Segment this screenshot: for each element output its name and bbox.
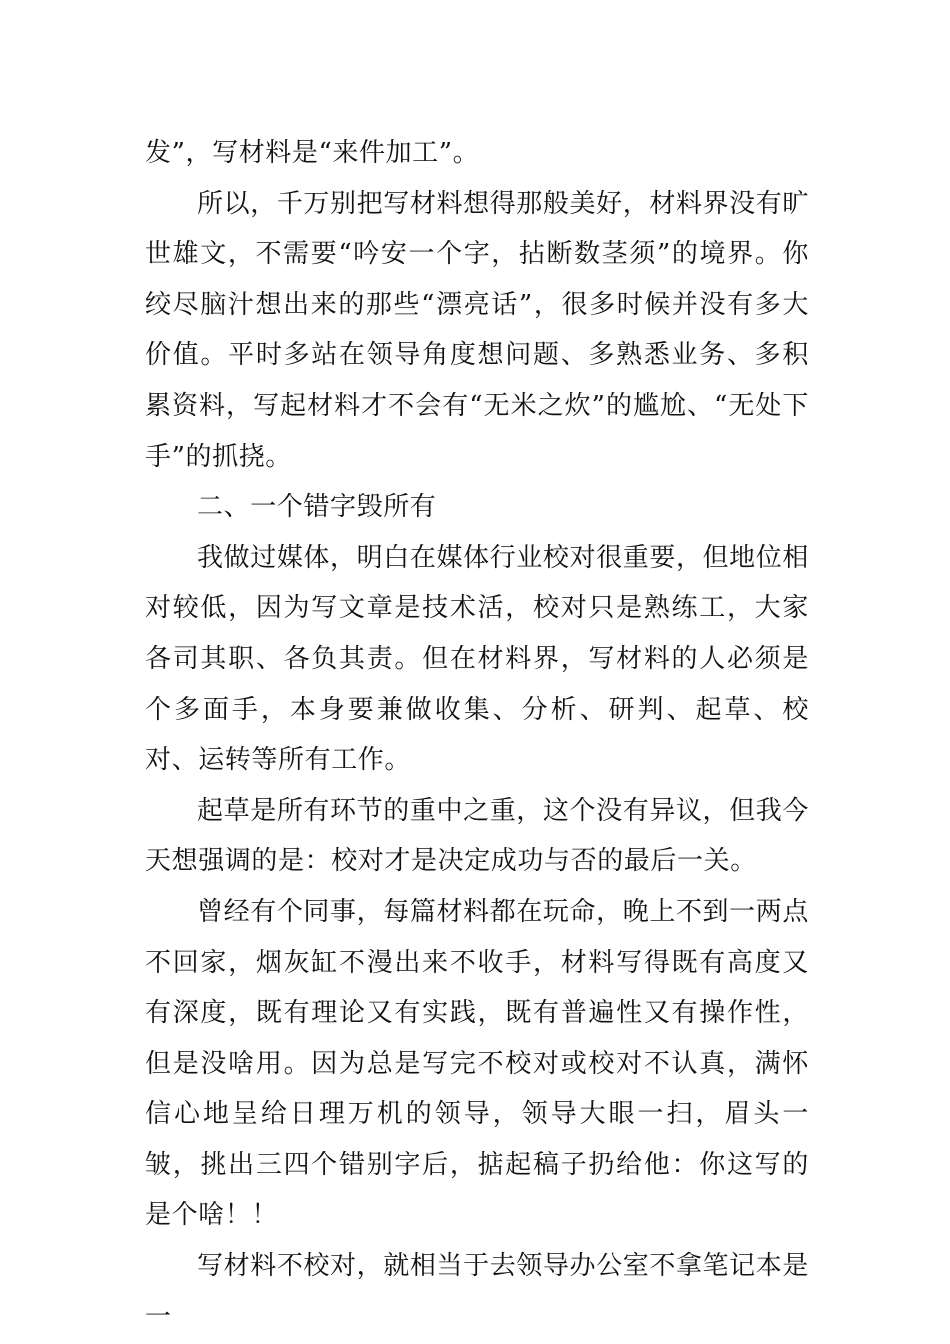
- paragraph: 所以，千万别把写材料想得那般美好，材料界没有旷世雄文，不需要“吟安一个字，拈断数茎须”的境界。你绞尽脑汁想出来的那些“漂亮话”，很多时候并没有多大价值。平时多站在领导角度想问题、多熟悉业务、多积累资料，写起材料才不会有“无米之炊”的尴尬、“无处下手”的抓挠。: [145, 188, 809, 472]
- paragraph: 曾经有个同事，每篇材料都在玩命，晚上不到一两点不回家，烟灰缸不漫出来不收手，材料写得既有高度又有深度，既有理论又有实践，既有普遍性又有操作性，但是没啥用。因为总是写完不校对或校对不认真，满怀信心地呈给日理万机的领导，领导大眼一扫，眉头一皱，挑出三四个错别字后，掂起稿子扔给他：你这写的是个啥！！: [145, 896, 809, 1231]
- paragraph-continued: 发”，写材料是“来件加工”。: [145, 138, 480, 168]
- paragraph: 起草是所有环节的重中之重，这个没有异议，但我今天想强调的是：校对才是决定成功与否的最后一关。: [145, 795, 809, 877]
- section-heading: 二、一个错字毁所有: [197, 492, 437, 523]
- paragraph: 我做过媒体，明白在媒体行业校对很重要，但地位相对较低，因为写文章是技术活，校对只是熟练工，大家各司其职、各负其责。但在材料界，写材料的人必须是个多面手，本身要兼做收集、分析、研判、起草、校对、运转等所有工作。: [145, 542, 809, 776]
- paragraph: 写材料不校对，就相当于去领导办公室不拿笔记本是一: [145, 1251, 809, 1332]
- document-body: [145, 128, 809, 1342]
